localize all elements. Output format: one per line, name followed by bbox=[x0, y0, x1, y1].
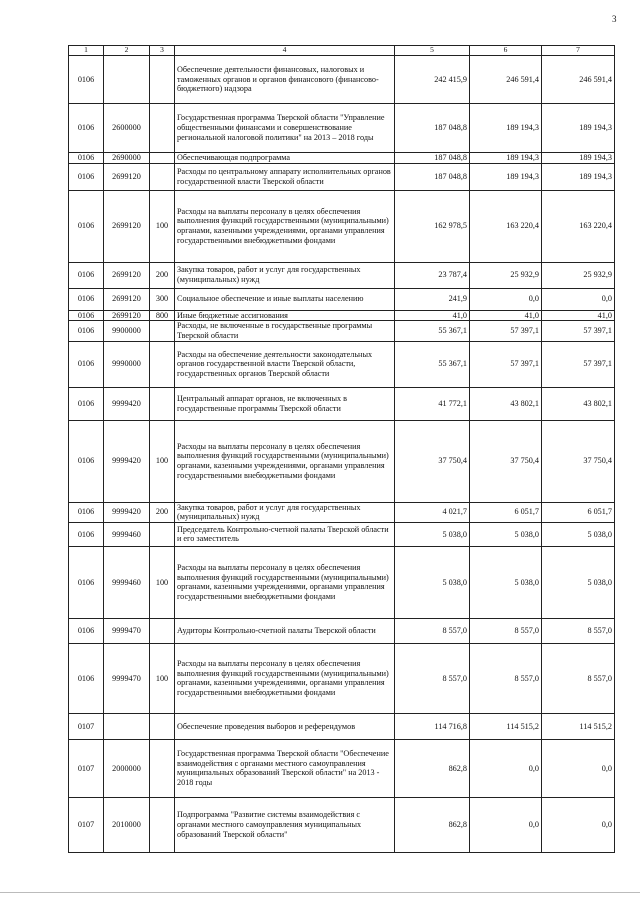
amount-col5-cell: 55 367,1 bbox=[395, 321, 470, 341]
name-cell: Обеспечивающая подпрограмма bbox=[175, 152, 395, 163]
name-cell: Расходы на выплаты персоналу в целях обеспечения выполнения функций государственными (муниципальными) органами, казенными учреждениями, органами управления государственными внебюджетными фондами bbox=[175, 643, 395, 713]
section-cell: 0106 bbox=[69, 341, 104, 387]
amount-col5-cell: 41 772,1 bbox=[395, 387, 470, 420]
section-cell: 0106 bbox=[69, 288, 104, 310]
amount-col5-cell: 162 978,5 bbox=[395, 190, 470, 262]
section-cell: 0106 bbox=[69, 643, 104, 713]
table-row bbox=[69, 546, 615, 618]
name-cell: Иные бюджетные ассигнования bbox=[175, 310, 395, 321]
amount-col7-cell: 57 397,1 bbox=[542, 341, 615, 387]
article-cell: 9900000 bbox=[104, 321, 150, 341]
table-row bbox=[69, 55, 615, 103]
section-cell: 0106 bbox=[69, 502, 104, 522]
article-cell: 9999470 bbox=[104, 643, 150, 713]
section-cell: 0106 bbox=[69, 190, 104, 262]
amount-col7-cell: 163 220,4 bbox=[542, 190, 615, 262]
expense-type-cell bbox=[150, 341, 175, 387]
table-row bbox=[69, 321, 615, 341]
amount-col6-cell: 5 038,0 bbox=[470, 546, 542, 618]
article-cell: 9999460 bbox=[104, 522, 150, 546]
amount-col7-cell: 8 557,0 bbox=[542, 643, 615, 713]
amount-col7-cell: 5 038,0 bbox=[542, 522, 615, 546]
expense-type-cell: 100 bbox=[150, 546, 175, 618]
article-cell: 2690000 bbox=[104, 152, 150, 163]
amount-col5-cell: 187 048,8 bbox=[395, 163, 470, 190]
amount-col5-cell: 55 367,1 bbox=[395, 341, 470, 387]
article-cell: 2699120 bbox=[104, 190, 150, 262]
expense-type-cell bbox=[150, 387, 175, 420]
header-cell-2: 2 bbox=[104, 46, 150, 56]
name-cell: Подпрограмма "Развитие системы взаимодействия с органами местного самоуправления муниципальных образований Тверской области" bbox=[175, 797, 395, 852]
section-cell: 0106 bbox=[69, 103, 104, 152]
expense-type-cell bbox=[150, 163, 175, 190]
amount-col7-cell: 6 051,7 bbox=[542, 502, 615, 522]
amount-col6-cell: 163 220,4 bbox=[470, 190, 542, 262]
amount-col7-cell: 189 194,3 bbox=[542, 152, 615, 163]
table-row bbox=[69, 103, 615, 152]
expense-type-cell bbox=[150, 522, 175, 546]
amount-col5-cell: 37 750,4 bbox=[395, 420, 470, 502]
table-body bbox=[69, 55, 615, 852]
table-row bbox=[69, 163, 615, 190]
page-bottom-divider bbox=[0, 892, 640, 893]
section-cell: 0106 bbox=[69, 546, 104, 618]
amount-col7-cell: 0,0 bbox=[542, 288, 615, 310]
amount-col7-cell: 189 194,3 bbox=[542, 163, 615, 190]
amount-col6-cell: 0,0 bbox=[470, 739, 542, 797]
article-cell: 2699120 bbox=[104, 310, 150, 321]
name-cell: Центральный аппарат органов, не включенных в государственные программы Тверской области bbox=[175, 387, 395, 420]
table-row bbox=[69, 262, 615, 288]
section-cell: 0106 bbox=[69, 262, 104, 288]
name-cell: Государственная программа Тверской области "Обеспечение взаимодействия с органами местного самоуправления муниципальных образований Тверской области" на 2013 - 2018 годы bbox=[175, 739, 395, 797]
section-cell: 0107 bbox=[69, 739, 104, 797]
expense-type-cell bbox=[150, 797, 175, 852]
amount-col6-cell: 6 051,7 bbox=[470, 502, 542, 522]
table-row bbox=[69, 152, 615, 163]
amount-col6-cell: 246 591,4 bbox=[470, 55, 542, 103]
article-cell: 2699120 bbox=[104, 262, 150, 288]
amount-col5-cell: 242 415,9 bbox=[395, 55, 470, 103]
amount-col6-cell: 0,0 bbox=[470, 288, 542, 310]
name-cell: Расходы, не включенные в государственные программы Тверской области bbox=[175, 321, 395, 341]
name-cell: Обеспечение проведения выборов и референдумов bbox=[175, 713, 395, 739]
name-cell: Закупка товаров, работ и услуг для государственных (муниципальных) нужд bbox=[175, 262, 395, 288]
amount-col7-cell: 0,0 bbox=[542, 797, 615, 852]
section-cell: 0106 bbox=[69, 55, 104, 103]
header-cell-6: 6 bbox=[470, 46, 542, 56]
article-cell: 2010000 bbox=[104, 797, 150, 852]
amount-col5-cell: 241,9 bbox=[395, 288, 470, 310]
expense-type-cell: 200 bbox=[150, 502, 175, 522]
article-cell: 2699120 bbox=[104, 288, 150, 310]
name-cell: Государственная программа Тверской области "Управление общественными финансами и совершенствование региональной налоговой политики" на 2013 – 2018 годы bbox=[175, 103, 395, 152]
section-cell: 0106 bbox=[69, 152, 104, 163]
amount-col5-cell: 187 048,8 bbox=[395, 152, 470, 163]
name-cell: Председатель Контрольно-счетной палаты Тверской области и его заместитель bbox=[175, 522, 395, 546]
expense-type-cell: 100 bbox=[150, 420, 175, 502]
amount-col6-cell: 57 397,1 bbox=[470, 341, 542, 387]
article-cell: 2000000 bbox=[104, 739, 150, 797]
article-cell bbox=[104, 713, 150, 739]
header-cell-7: 7 bbox=[542, 46, 615, 56]
amount-col5-cell: 41,0 bbox=[395, 310, 470, 321]
name-cell: Расходы на обеспечение деятельности законодательных органов государственной власти Тверской области, государственных органов Тверской области bbox=[175, 341, 395, 387]
amount-col6-cell: 114 515,2 bbox=[470, 713, 542, 739]
section-cell: 0106 bbox=[69, 163, 104, 190]
table-row bbox=[69, 190, 615, 262]
expense-type-cell: 100 bbox=[150, 190, 175, 262]
name-cell: Аудиторы Контрольно-счетной палаты Тверской области bbox=[175, 618, 395, 643]
amount-col6-cell: 5 038,0 bbox=[470, 522, 542, 546]
expense-type-cell: 800 bbox=[150, 310, 175, 321]
amount-col6-cell: 37 750,4 bbox=[470, 420, 542, 502]
amount-col5-cell: 862,8 bbox=[395, 739, 470, 797]
page-number: 3 bbox=[612, 14, 617, 24]
section-cell: 0106 bbox=[69, 387, 104, 420]
amount-col5-cell: 5 038,0 bbox=[395, 546, 470, 618]
article-cell: 9990000 bbox=[104, 341, 150, 387]
amount-col5-cell: 187 048,8 bbox=[395, 103, 470, 152]
article-cell: 9999420 bbox=[104, 502, 150, 522]
amount-col7-cell: 57 397,1 bbox=[542, 321, 615, 341]
expense-type-cell bbox=[150, 103, 175, 152]
expense-type-cell: 100 bbox=[150, 643, 175, 713]
article-cell: 9999420 bbox=[104, 420, 150, 502]
section-cell: 0106 bbox=[69, 420, 104, 502]
section-cell: 0106 bbox=[69, 618, 104, 643]
table-header bbox=[69, 46, 615, 56]
amount-col6-cell: 189 194,3 bbox=[470, 103, 542, 152]
section-cell: 0106 bbox=[69, 321, 104, 341]
amount-col6-cell: 41,0 bbox=[470, 310, 542, 321]
table-row bbox=[69, 618, 615, 643]
article-cell bbox=[104, 55, 150, 103]
name-cell: Обеспечение деятельности финансовых, налоговых и таможенных органов и органов финансового (финансово-бюджетного) надзора bbox=[175, 55, 395, 103]
amount-col7-cell: 8 557,0 bbox=[542, 618, 615, 643]
name-cell: Социальное обеспечение и иные выплаты населению bbox=[175, 288, 395, 310]
article-cell: 9999420 bbox=[104, 387, 150, 420]
amount-col5-cell: 23 787,4 bbox=[395, 262, 470, 288]
table-row bbox=[69, 643, 615, 713]
amount-col5-cell: 8 557,0 bbox=[395, 618, 470, 643]
article-cell: 2699120 bbox=[104, 163, 150, 190]
amount-col5-cell: 4 021,7 bbox=[395, 502, 470, 522]
section-cell: 0106 bbox=[69, 310, 104, 321]
amount-col7-cell: 189 194,3 bbox=[542, 103, 615, 152]
amount-col6-cell: 189 194,3 bbox=[470, 152, 542, 163]
name-cell: Расходы на выплаты персоналу в целях обеспечения выполнения функций государственными (муниципальными) органами, казенными учреждениями, органами управления государственными внебюджетными фондами bbox=[175, 420, 395, 502]
amount-col7-cell: 114 515,2 bbox=[542, 713, 615, 739]
table-row bbox=[69, 387, 615, 420]
expense-type-cell bbox=[150, 618, 175, 643]
table-row bbox=[69, 502, 615, 522]
expense-type-cell: 300 bbox=[150, 288, 175, 310]
expense-type-cell bbox=[150, 55, 175, 103]
expense-type-cell bbox=[150, 152, 175, 163]
expense-type-cell bbox=[150, 739, 175, 797]
table-row bbox=[69, 310, 615, 321]
section-cell: 0107 bbox=[69, 797, 104, 852]
amount-col7-cell: 5 038,0 bbox=[542, 546, 615, 618]
table-row bbox=[69, 797, 615, 852]
header-cell-3: 3 bbox=[150, 46, 175, 56]
table-row bbox=[69, 739, 615, 797]
name-cell: Расходы на выплаты персоналу в целях обеспечения выполнения функций государственными (муниципальными) органами, казенными учреждениями, органами управления государственными внебюджетными фондами bbox=[175, 190, 395, 262]
table-row bbox=[69, 522, 615, 546]
article-cell: 9999470 bbox=[104, 618, 150, 643]
section-cell: 0107 bbox=[69, 713, 104, 739]
header-cell-1: 1 bbox=[69, 46, 104, 56]
amount-col7-cell: 246 591,4 bbox=[542, 55, 615, 103]
table-row bbox=[69, 341, 615, 387]
expense-type-cell: 200 bbox=[150, 262, 175, 288]
name-cell: Расходы на выплаты персоналу в целях обеспечения выполнения функций государственными (муниципальными) органами, казенными учреждениями, органами управления государственными внебюджетными фондами bbox=[175, 546, 395, 618]
article-cell: 9999460 bbox=[104, 546, 150, 618]
expense-type-cell bbox=[150, 321, 175, 341]
name-cell: Расходы по центральному аппарату исполнительных органов государственной власти Тверской области bbox=[175, 163, 395, 190]
header-cell-4: 4 bbox=[175, 46, 395, 56]
amount-col7-cell: 37 750,4 bbox=[542, 420, 615, 502]
amount-col6-cell: 43 802,1 bbox=[470, 387, 542, 420]
table-row bbox=[69, 288, 615, 310]
article-cell: 2600000 bbox=[104, 103, 150, 152]
budget-table bbox=[68, 45, 615, 853]
amount-col7-cell: 25 932,9 bbox=[542, 262, 615, 288]
header-cell-5: 5 bbox=[395, 46, 470, 56]
table-row bbox=[69, 420, 615, 502]
amount-col6-cell: 8 557,0 bbox=[470, 643, 542, 713]
name-cell: Закупка товаров, работ и услуг для государственных (муниципальных) нужд bbox=[175, 502, 395, 522]
amount-col5-cell: 5 038,0 bbox=[395, 522, 470, 546]
section-cell: 0106 bbox=[69, 522, 104, 546]
amount-col7-cell: 0,0 bbox=[542, 739, 615, 797]
amount-col5-cell: 862,8 bbox=[395, 797, 470, 852]
header-row bbox=[69, 46, 615, 56]
table-row bbox=[69, 713, 615, 739]
amount-col6-cell: 8 557,0 bbox=[470, 618, 542, 643]
amount-col6-cell: 57 397,1 bbox=[470, 321, 542, 341]
amount-col7-cell: 43 802,1 bbox=[542, 387, 615, 420]
amount-col5-cell: 8 557,0 bbox=[395, 643, 470, 713]
amount-col6-cell: 25 932,9 bbox=[470, 262, 542, 288]
amount-col5-cell: 114 716,8 bbox=[395, 713, 470, 739]
amount-col7-cell: 41,0 bbox=[542, 310, 615, 321]
expense-type-cell bbox=[150, 713, 175, 739]
amount-col6-cell: 189 194,3 bbox=[470, 163, 542, 190]
amount-col6-cell: 0,0 bbox=[470, 797, 542, 852]
